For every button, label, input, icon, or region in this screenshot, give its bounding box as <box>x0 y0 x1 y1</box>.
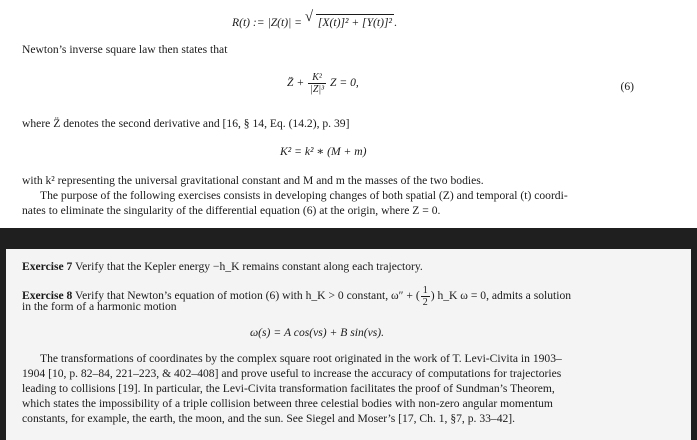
paragraph-newton: Newton’s inverse square law then states that <box>22 43 228 56</box>
paragraph-levi-civita-line-3: leading to collisions [19]. In particular, the Levi-Civita transformation facilitates the proof of Sundman’s Theorem, <box>22 382 555 395</box>
equation-6-numerator: K² <box>308 72 326 84</box>
equation-6-fraction <box>308 72 326 95</box>
exercise-8-line-2: in the form of a harmonic motion <box>22 300 177 313</box>
exercise-8-fraction-den: 2 <box>422 297 428 308</box>
equation-6 <box>287 72 359 95</box>
paragraph-levi-civita-line-2: 1904 [10, p. 82–84, 221–223, & 402–408] and prove useful to increase the accuracy of computations for trajectories <box>22 367 562 380</box>
exercise-8-fraction-num: 1 <box>422 285 428 296</box>
equation-6-denominator: |Z|³ <box>310 84 325 95</box>
equation-6-right: Z = 0, <box>330 76 359 90</box>
equation-k: K² = k² ∗ (M + m) <box>280 145 367 158</box>
exercise-card <box>6 249 691 440</box>
equation-omega: ω(s) = A cos(νs) + B sin(νs). <box>250 326 385 339</box>
equation-r <box>232 9 397 30</box>
paragraph-levi-civita-line-1: The transformations of coordinates by the complex square root originated in the work of T. Levi-Civita in 1903– <box>40 352 562 365</box>
sqrt-sign: √ [X(t)]² + [Y(t)]² <box>304 9 392 29</box>
equation-r-trail: . <box>393 16 397 29</box>
exercise-7-text: Verify that the Kepler energy −h_K remains constant along each trajectory. <box>75 260 423 273</box>
paragraph-levi-civita-line-5: constants, for example, the earth, the moon, and the sun. See Siegel and Moser’s [17, Ch. 1, §7, p. 33–42]. <box>22 412 516 425</box>
paragraph-purpose-line-1: The purpose of the following exercises consists in developing changes of both spatial (Z) and temporal (t) coordi- <box>40 189 568 202</box>
exercise-8-text-b: ) h_K ω = 0, admits a solution <box>430 289 572 303</box>
exercise-7-label: Exercise 7 <box>22 260 73 273</box>
paragraph-purpose-line-2: nates to eliminate the singularity of the differential equation (6) at the origin, where Z = 0. <box>22 204 441 217</box>
exercise-8-fraction <box>421 285 430 308</box>
equation-r-radicand: [X(t)]² + [Y(t)]² <box>317 16 392 29</box>
paragraph-second-derivative: where Z̈ denotes the second derivative and [16, § 14, Eq. (14.2), p. 39] <box>22 117 350 130</box>
equation-6-number: (6) <box>620 80 634 93</box>
exercise-8-label: Exercise 8 <box>22 289 73 303</box>
exercise-8-text-a: Verify that Newton’s equation of motion (6) with h_K > 0 constant, ω″ + ( <box>75 289 420 303</box>
equation-r-lhs: R(t) := |Z(t)| = <box>232 16 305 29</box>
paragraph-levi-civita-line-4: which states the impossibility of a triple collision between three celestial bodies with non-zero angular momentum <box>22 397 553 410</box>
exercise-7 <box>22 260 423 274</box>
paragraph-constant: with k² representing the universal gravitational constant and M and m the masses of the two bodies. <box>22 174 484 187</box>
equation-6-left: Z̈ + <box>287 76 305 90</box>
